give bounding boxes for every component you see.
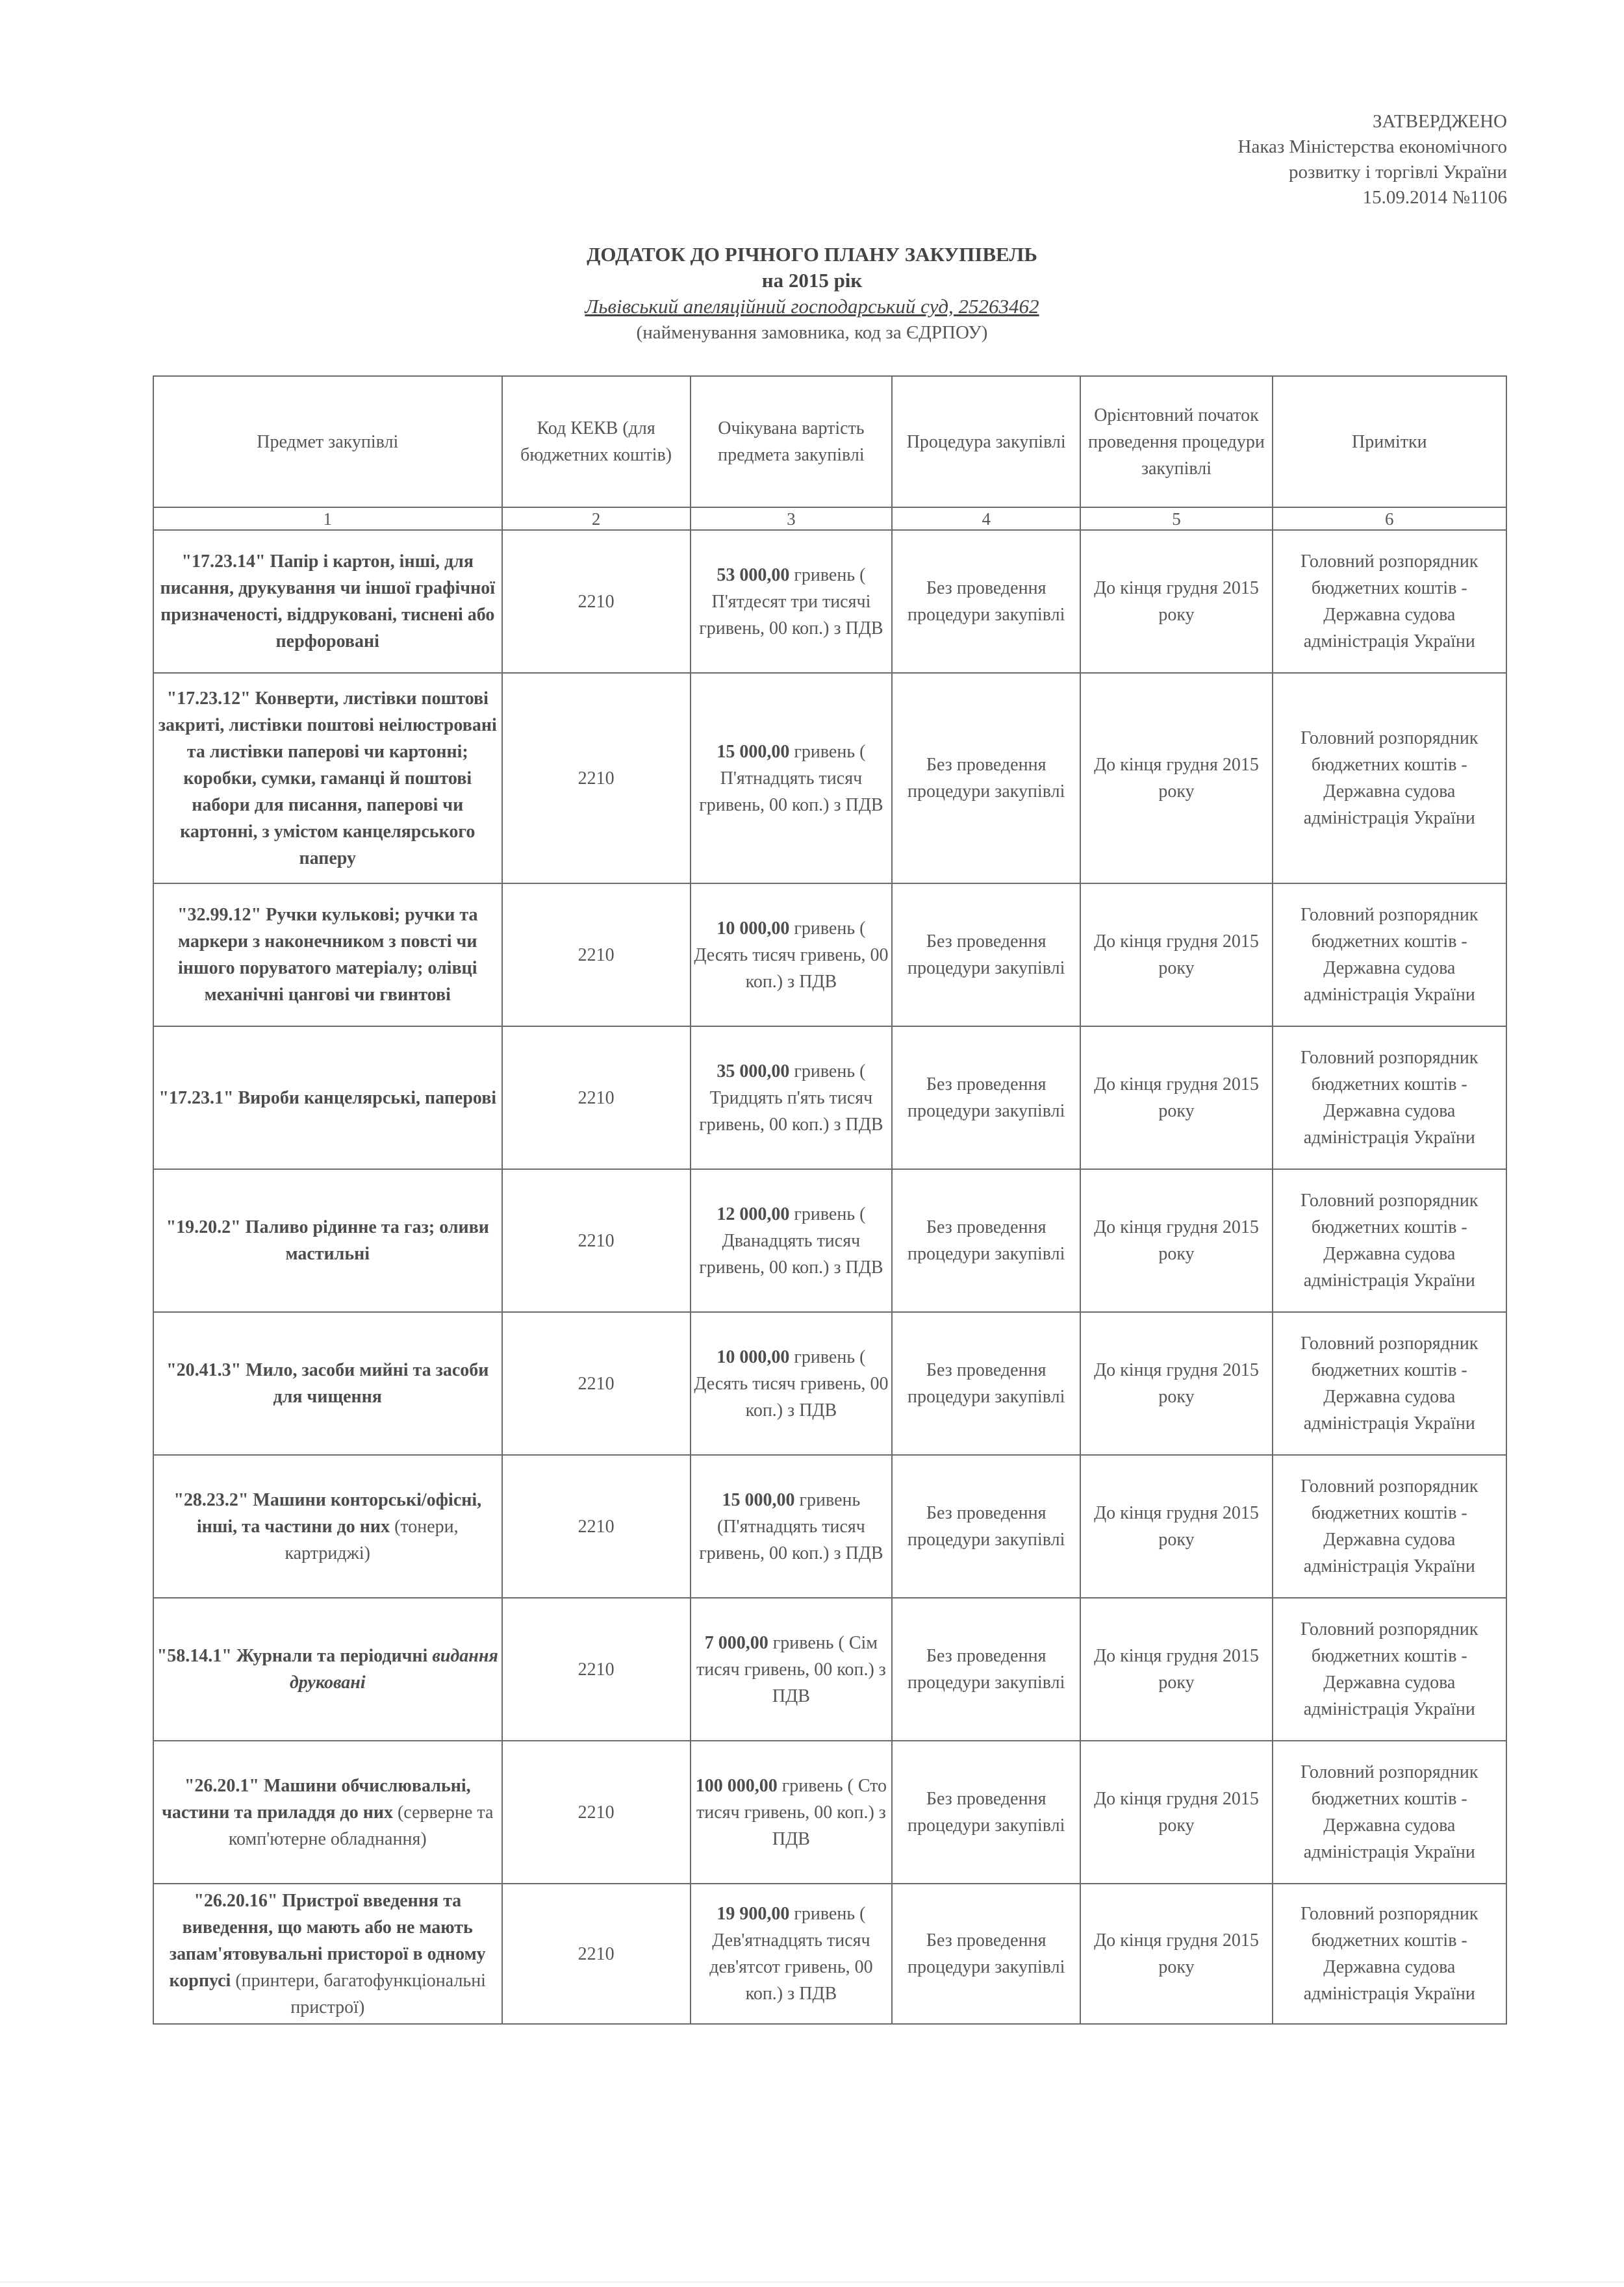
cell-kekv: 2210 xyxy=(502,1169,691,1312)
table-row xyxy=(153,1741,1506,1884)
cell-start: До кінця грудня 2015 року xyxy=(1080,1455,1272,1598)
amount-value: 7 000,00 xyxy=(704,1632,768,1653)
subject-title: "20.41.3" Мило, засоби мийні та засоби для чищення xyxy=(166,1360,489,1407)
cell-subject xyxy=(153,673,502,883)
cell-kekv: 2210 xyxy=(502,1455,691,1598)
cell-notes: Головний розпорядник бюджетних коштів - Державна судова адміністрація України xyxy=(1273,1884,1506,2024)
document-year: на 2015 рік xyxy=(761,269,863,292)
cell-procedure: Без проведення процедури закупівлі xyxy=(892,1312,1080,1455)
cell-notes: Головний розпорядник бюджетних коштів - Державна судова адміністрація України xyxy=(1273,673,1506,883)
cell-kekv: 2210 xyxy=(502,530,691,673)
cell-notes: Головний розпорядник бюджетних коштів - Державна судова адміністрація України xyxy=(1273,1026,1506,1169)
table-row xyxy=(153,1884,1506,2024)
cell-expected-cost xyxy=(691,1169,892,1312)
column-header-expected-cost: Очікувана вартість предмета закупівлі xyxy=(691,376,892,507)
cell-notes: Головний розпорядник бюджетних коштів - Державна судова адміністрація України xyxy=(1273,530,1506,673)
table-body xyxy=(153,530,1506,2024)
cell-kekv: 2210 xyxy=(502,1598,691,1741)
document-header xyxy=(0,242,1624,346)
subject-title: "17.23.12" Конверти, листівки поштові закриті, листівки поштові неілюстровані та листівки паперові чи картонні; коробки, сумки, гаманці й поштові набори для писання, паперові чи картонні, з умістом канцелярського паперу xyxy=(158,688,497,868)
cell-notes: Головний розпорядник бюджетних коштів - Державна судова адміністрація України xyxy=(1273,1598,1506,1741)
document-title: ДОДАТОК ДО РІЧНОГО ПЛАНУ ЗАКУПІВЕЛЬ xyxy=(587,243,1037,266)
cell-subject xyxy=(153,1169,502,1312)
cell-expected-cost xyxy=(691,883,892,1026)
amount-words: гривень ( Десять тисяч гривень, 00 коп.) з ПДВ xyxy=(694,918,889,992)
cell-procedure: Без проведення процедури закупівлі xyxy=(892,1455,1080,1598)
cell-subject xyxy=(153,883,502,1026)
cell-notes: Головний розпорядник бюджетних коштів - Державна судова адміністрація України xyxy=(1273,1312,1506,1455)
column-number-row xyxy=(153,507,1506,530)
amount-words: гривень (П'ятнадцять тисяч гривень, 00 коп.) з ПДВ xyxy=(699,1489,883,1563)
column-number: 3 xyxy=(691,507,892,530)
cell-kekv: 2210 xyxy=(502,1026,691,1169)
amount-words: гривень ( П'ятдесят три тисячі гривень, 00 коп.) з ПДВ xyxy=(699,564,883,638)
cell-notes: Головний розпорядник бюджетних коштів - Державна судова адміністрація України xyxy=(1273,883,1506,1026)
cell-procedure: Без проведення процедури закупівлі xyxy=(892,673,1080,883)
cell-kekv: 2210 xyxy=(502,1741,691,1884)
column-number: 4 xyxy=(892,507,1080,530)
amount-words: гривень ( Дев'ятнадцять тисяч дев'ятсот гривень, 00 коп.) з ПДВ xyxy=(709,1904,873,2004)
cell-kekv: 2210 xyxy=(502,1884,691,2024)
cell-subject xyxy=(153,1312,502,1455)
cell-procedure: Без проведення процедури закупівлі xyxy=(892,530,1080,673)
cell-start: До кінця грудня 2015 року xyxy=(1080,1312,1272,1455)
cell-start: До кінця грудня 2015 року xyxy=(1080,883,1272,1026)
table-row xyxy=(153,1455,1506,1598)
customer-name: Львівський апеляційний господарський суд, 25263462 xyxy=(585,295,1039,318)
amount-value: 12 000,00 xyxy=(717,1204,790,1224)
cell-start: До кінця грудня 2015 року xyxy=(1080,1741,1272,1884)
approval-order-date: 15.09.2014 №1106 xyxy=(1362,187,1507,208)
table-row xyxy=(153,530,1506,673)
cell-procedure: Без проведення процедури закупівлі xyxy=(892,1026,1080,1169)
table-row xyxy=(153,883,1506,1026)
cell-kekv: 2210 xyxy=(502,673,691,883)
amount-value: 35 000,00 xyxy=(717,1061,790,1081)
amount-words: гривень ( Тридцять п'ять тисяч гривень, 00 коп.) з ПДВ xyxy=(699,1061,883,1135)
approval-order-line1: Наказ Міністерства економічного xyxy=(1237,136,1507,157)
amount-value: 100 000,00 xyxy=(695,1775,778,1796)
cell-expected-cost xyxy=(691,530,892,673)
cell-start: До кінця грудня 2015 року xyxy=(1080,530,1272,673)
amount-value: 53 000,00 xyxy=(717,564,790,585)
column-header-kekv: Код КЕКВ (для бюджетних коштів) xyxy=(502,376,691,507)
amount-words: гривень ( П'ятнадцять тисяч гривень, 00 коп.) з ПДВ xyxy=(699,741,883,815)
subject-title: "26.20.16" Пристрої введення та виведення, що мають або не мають запам'ятовувальні присторої в одному корпусі xyxy=(169,1890,486,1991)
table-header-row xyxy=(153,376,1506,507)
cell-expected-cost xyxy=(691,673,892,883)
cell-subject xyxy=(153,1598,502,1741)
subject-title: "32.99.12" Ручки кулькові; ручки та маркери з наконечником з повсті чи іншого поруватого матеріалу; олівці механічні цангові чи гвинтові xyxy=(177,905,478,1005)
cell-expected-cost xyxy=(691,1741,892,1884)
cell-notes: Головний розпорядник бюджетних коштів - Державна судова адміністрація України xyxy=(1273,1455,1506,1598)
cell-start: До кінця грудня 2015 року xyxy=(1080,1884,1272,2024)
cell-procedure: Без проведення процедури закупівлі xyxy=(892,1741,1080,1884)
cell-start: До кінця грудня 2015 року xyxy=(1080,673,1272,883)
subject-title: "19.20.2" Паливо рідинне та газ; оливи мастильні xyxy=(166,1217,489,1264)
cell-subject xyxy=(153,1884,502,2024)
column-number: 6 xyxy=(1273,507,1506,530)
subject-title: "26.20.1" Машини обчислювальні, частини та приладдя до них xyxy=(162,1775,471,1823)
table-row xyxy=(153,673,1506,883)
amount-value: 19 900,00 xyxy=(717,1904,790,1924)
cell-procedure: Без проведення процедури закупівлі xyxy=(892,883,1080,1026)
cell-notes: Головний розпорядник бюджетних коштів - Державна судова адміністрація України xyxy=(1273,1741,1506,1884)
table-row xyxy=(153,1312,1506,1455)
subject-detail: (серверне та комп'ютерне обладнання) xyxy=(228,1802,494,1849)
amount-words: гривень ( Сто тисяч гривень, 00 коп.) з ПДВ xyxy=(696,1775,887,1849)
cell-procedure: Без проведення процедури закупівлі xyxy=(892,1884,1080,2024)
amount-words: гривень ( Десять тисяч гривень, 00 коп.) з ПДВ xyxy=(694,1346,889,1421)
subject-title: "28.23.2" Машини конторські/офісні, інші, та частини до них xyxy=(173,1489,482,1537)
subject-detail: (принтери, багатофункціональні пристрої) xyxy=(231,1970,486,2017)
cell-subject xyxy=(153,530,502,673)
cell-expected-cost xyxy=(691,1598,892,1741)
approval-title: ЗАТВЕРДЖЕНО xyxy=(1372,111,1507,132)
amount-value: 10 000,00 xyxy=(717,918,790,939)
customer-caption: (найменування замовника, код за ЄДРПОУ) xyxy=(636,322,988,343)
subject-title: "58.14.1" Журнали та періодичні xyxy=(157,1646,428,1666)
amount-words: гривень ( Дванадцять тисяч гривень, 00 коп.) з ПДВ xyxy=(699,1204,883,1278)
cell-start: До кінця грудня 2015 року xyxy=(1080,1598,1272,1741)
cell-subject xyxy=(153,1026,502,1169)
cell-start: До кінця грудня 2015 року xyxy=(1080,1026,1272,1169)
cell-kekv: 2210 xyxy=(502,883,691,1026)
table-row xyxy=(153,1598,1506,1741)
cell-kekv: 2210 xyxy=(502,1312,691,1455)
cell-procedure: Без проведення процедури закупівлі xyxy=(892,1598,1080,1741)
cell-subject xyxy=(153,1741,502,1884)
column-number: 2 xyxy=(502,507,691,530)
subject-title: "17.23.14" Папір і картон, інші, для писання, друкування чи іншої графічної призначеності, віддруковані, тиснені або перфоровані xyxy=(160,551,495,651)
column-number: 1 xyxy=(153,507,502,530)
column-header-notes: Примітки xyxy=(1273,376,1506,507)
approval-stamp xyxy=(1238,109,1508,210)
table-row xyxy=(153,1169,1506,1312)
procurement-table xyxy=(153,375,1507,2025)
column-header-procedure: Процедура закупівлі xyxy=(892,376,1080,507)
table-row xyxy=(153,1026,1506,1169)
amount-value: 10 000,00 xyxy=(717,1346,790,1367)
column-number: 5 xyxy=(1080,507,1272,530)
approval-order-line2: розвитку і торгівлі України xyxy=(1289,162,1507,183)
amount-value: 15 000,00 xyxy=(717,741,790,762)
column-header-subject: Предмет закупівлі xyxy=(153,376,502,507)
cell-expected-cost xyxy=(691,1312,892,1455)
cell-expected-cost xyxy=(691,1026,892,1169)
cell-expected-cost xyxy=(691,1455,892,1598)
subject-detail: (тонери, картриджі) xyxy=(285,1516,459,1563)
subject-title-italic: видання друковані xyxy=(289,1646,498,1693)
cell-notes: Головний розпорядник бюджетних коштів - Державна судова адміністрація України xyxy=(1273,1169,1506,1312)
subject-title: "17.23.1" Вироби канцелярські, паперові xyxy=(159,1087,497,1108)
amount-value: 15 000,00 xyxy=(722,1489,795,1510)
scan-edge xyxy=(0,2281,1624,2283)
column-header-start: Орієнтовний початок проведення процедури закупівлі xyxy=(1080,376,1272,507)
amount-words: гривень ( Сім тисяч гривень, 00 коп.) з ПДВ xyxy=(696,1632,886,1706)
cell-start: До кінця грудня 2015 року xyxy=(1080,1169,1272,1312)
cell-subject xyxy=(153,1455,502,1598)
cell-procedure: Без проведення процедури закупівлі xyxy=(892,1169,1080,1312)
cell-expected-cost xyxy=(691,1884,892,2024)
